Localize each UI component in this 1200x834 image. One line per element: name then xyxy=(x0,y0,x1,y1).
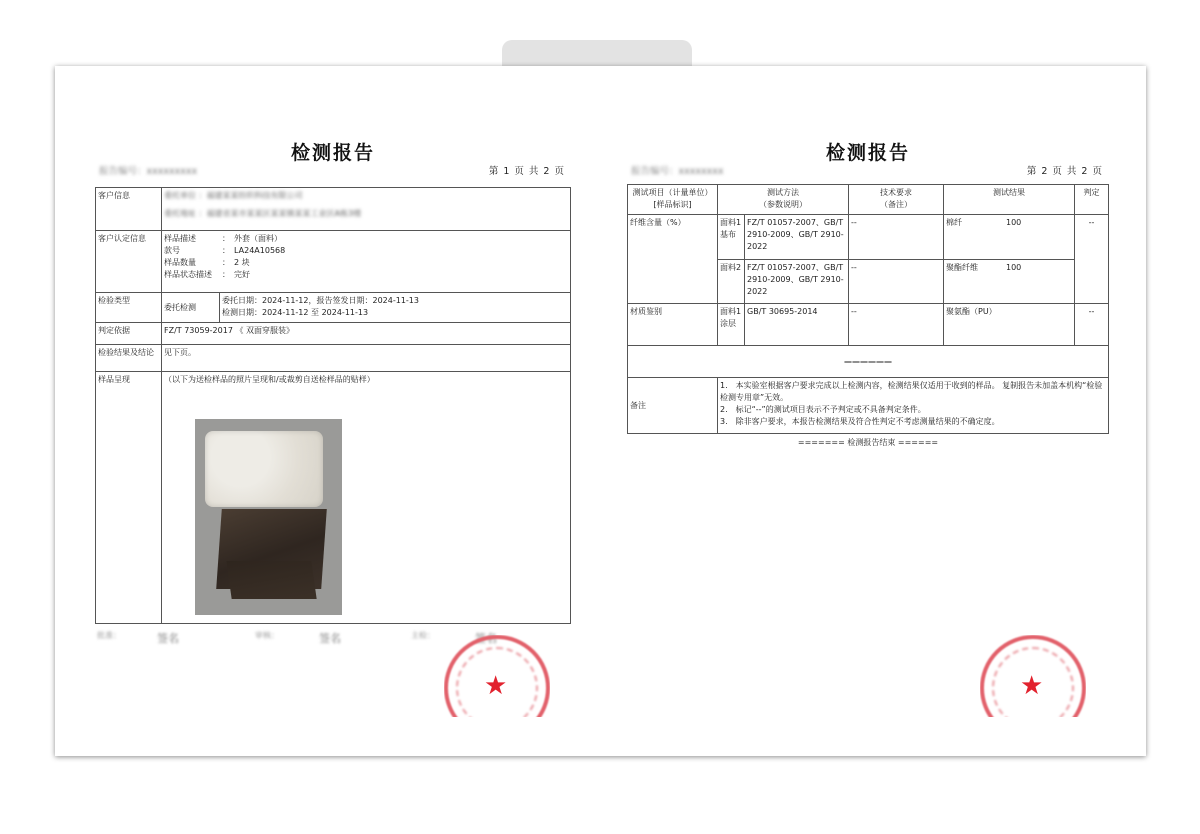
result: 聚氨酯（PU） xyxy=(944,304,1075,346)
col-header-judgement: 判定 xyxy=(1075,185,1109,215)
sample-info-value xyxy=(162,231,571,293)
client-name: 委托单位 ：福建某某纺织科技有限公司 xyxy=(164,191,303,200)
kv-value: 完好 xyxy=(234,270,250,279)
page-title: 检测报告 xyxy=(290,142,375,164)
photo-caption: （以下为送检样品的照片呈现和/或裁剪自送检样品的贴样） xyxy=(164,375,375,384)
kv-row xyxy=(164,269,568,281)
separator-row xyxy=(628,346,1109,378)
requirement: -- xyxy=(849,215,944,260)
sample-photo-cell xyxy=(162,372,571,624)
page-title: 检测报告 xyxy=(825,142,910,164)
tester-signature: 签名 xyxy=(475,632,497,645)
note-item: 1. 本实验室根据客户要求完成以上检测内容，检测结果仅适用于收到的样品。 复制报告未加盖本机构“检验检测专用章”无效。 xyxy=(720,381,1103,402)
kv-row xyxy=(164,233,568,245)
kv-value: 外套（面料） xyxy=(234,234,282,243)
row-label: 客户认定信息 xyxy=(96,231,162,293)
commission-dates: 委托日期：2024-11-12，报告签发日期：2024-11-13 xyxy=(222,296,419,305)
result xyxy=(944,215,1075,260)
result xyxy=(944,260,1075,304)
page-indicator: 第 2 页 共 2 页 xyxy=(1026,166,1103,177)
table-row xyxy=(628,215,1109,260)
row-label: 判定依据 xyxy=(96,323,162,345)
report-end-marker: ======= 检测报告结束 ====== xyxy=(797,438,939,447)
judgement: -- xyxy=(1075,215,1109,304)
kv-key: 款号 xyxy=(164,246,180,255)
page-header xyxy=(627,163,1109,177)
kv-row xyxy=(164,245,568,257)
kv-value: LA24A10568 xyxy=(234,246,286,255)
row-label: 样品呈现 xyxy=(96,372,162,624)
kv-key: 样品数量 xyxy=(164,258,196,267)
row-label: 客户信息 xyxy=(96,188,162,231)
tester-label: 主检： xyxy=(411,631,435,640)
official-seal xyxy=(444,635,550,717)
client-address: 委托地址 ：福建省某市某某区某某镇某某工业区A栋3楼 xyxy=(164,209,362,218)
conclusion-value: 见下页。 xyxy=(162,345,571,372)
sample-photo-row xyxy=(96,372,571,624)
sample-id: 面料2 xyxy=(718,260,745,304)
report-number: 报告编号：xxxxxxxxx xyxy=(99,166,198,177)
report-sheet xyxy=(55,66,1146,756)
judgement: -- xyxy=(1075,304,1109,346)
test-method: FZ/T 01057-2007、GB/T 2910-2009、GB/T 2910-2022 xyxy=(745,260,849,304)
fiber-content-item: 纤维含量（%） xyxy=(628,215,718,304)
sample-info-row xyxy=(96,231,571,293)
approver-label: 批准： xyxy=(97,631,121,640)
table-row xyxy=(628,304,1109,346)
kv-sep: ： xyxy=(222,246,230,255)
test-method: FZ/T 01057-2007、GB/T 2910-2009、GB/T 2910-2022 xyxy=(745,215,849,260)
material-item: 材质鉴别 xyxy=(628,304,718,346)
client-info-row xyxy=(96,188,571,231)
basis-row xyxy=(96,323,571,345)
kv-key: 样品状态描述 xyxy=(164,270,212,279)
col-header-item: 测试项目（计量单位） [样品标识] xyxy=(628,185,718,215)
official-seal xyxy=(980,635,1086,717)
basis-value: FZ/T 73059-2017 《 双面穿服装》 xyxy=(162,323,571,345)
row-label: 检验结果及结论 xyxy=(96,345,162,372)
sample-photo xyxy=(195,419,342,615)
reviewer-signature: 签名 xyxy=(319,632,341,645)
client-info-value xyxy=(162,188,571,231)
report-number: 报告编号：xxxxxxxx xyxy=(631,166,724,177)
requirement: -- xyxy=(849,304,944,346)
result-value: 100 xyxy=(1006,218,1022,227)
conclusion-row xyxy=(96,345,571,372)
result-name: 聚酯纤维 xyxy=(946,263,978,272)
reviewer-label: 审核： xyxy=(255,631,279,640)
test-method: GB/T 30695-2014 xyxy=(745,304,849,346)
note-item: 3. 除非客户要求，本报告检测结果及符合性判定不考虑测量结果的不确定度。 xyxy=(720,417,1000,426)
separator-line: —————— xyxy=(628,346,1109,378)
result-name: 棉纤 xyxy=(946,218,962,227)
notes-content xyxy=(718,378,1109,434)
notes-label: 备注 xyxy=(628,378,718,434)
kv-sep: ： xyxy=(222,258,230,267)
table-header-row xyxy=(628,185,1109,215)
notes-row xyxy=(628,378,1109,434)
report-page-1 xyxy=(95,66,571,756)
page-header xyxy=(95,163,571,177)
test-results-table xyxy=(627,184,1109,434)
page-indicator: 第 1 页 共 2 页 xyxy=(488,166,565,177)
report-page-2 xyxy=(627,66,1109,756)
test-dates-range: 检测日期：2024-11-12 至 2024-11-13 xyxy=(222,308,369,317)
sample-id: 面料1基布 xyxy=(718,215,745,260)
note-item: 2. 标记“--”的测试项目表示不予判定或不具备判定条件。 xyxy=(720,405,926,414)
result-value: 100 xyxy=(1006,263,1022,272)
sample-id: 面料1涂层 xyxy=(718,304,745,346)
test-dates xyxy=(220,293,571,323)
kv-row xyxy=(164,257,568,269)
leather-fold xyxy=(226,561,316,599)
col-header-requirement: 技术要求 （备注） xyxy=(849,185,944,215)
approver-signature: 签名 xyxy=(157,632,179,645)
foam-fabric-sample xyxy=(205,431,323,507)
report-info-table xyxy=(95,187,571,624)
row-label: 检验类型 xyxy=(96,293,162,323)
kv-sep: ： xyxy=(222,270,230,279)
star-icon: ★ xyxy=(1020,671,1044,701)
star-icon: ★ xyxy=(484,671,508,701)
col-header-method: 测试方法 （参数说明） xyxy=(718,185,849,215)
col-header-result: 测试结果 xyxy=(944,185,1075,215)
kv-sep: ： xyxy=(222,234,230,243)
test-type-row xyxy=(96,293,571,323)
test-type-value: 委托检测 xyxy=(162,293,220,323)
kv-value: 2 块 xyxy=(234,258,250,267)
kv-key: 样品描述 xyxy=(164,234,196,243)
requirement: -- xyxy=(849,260,944,304)
